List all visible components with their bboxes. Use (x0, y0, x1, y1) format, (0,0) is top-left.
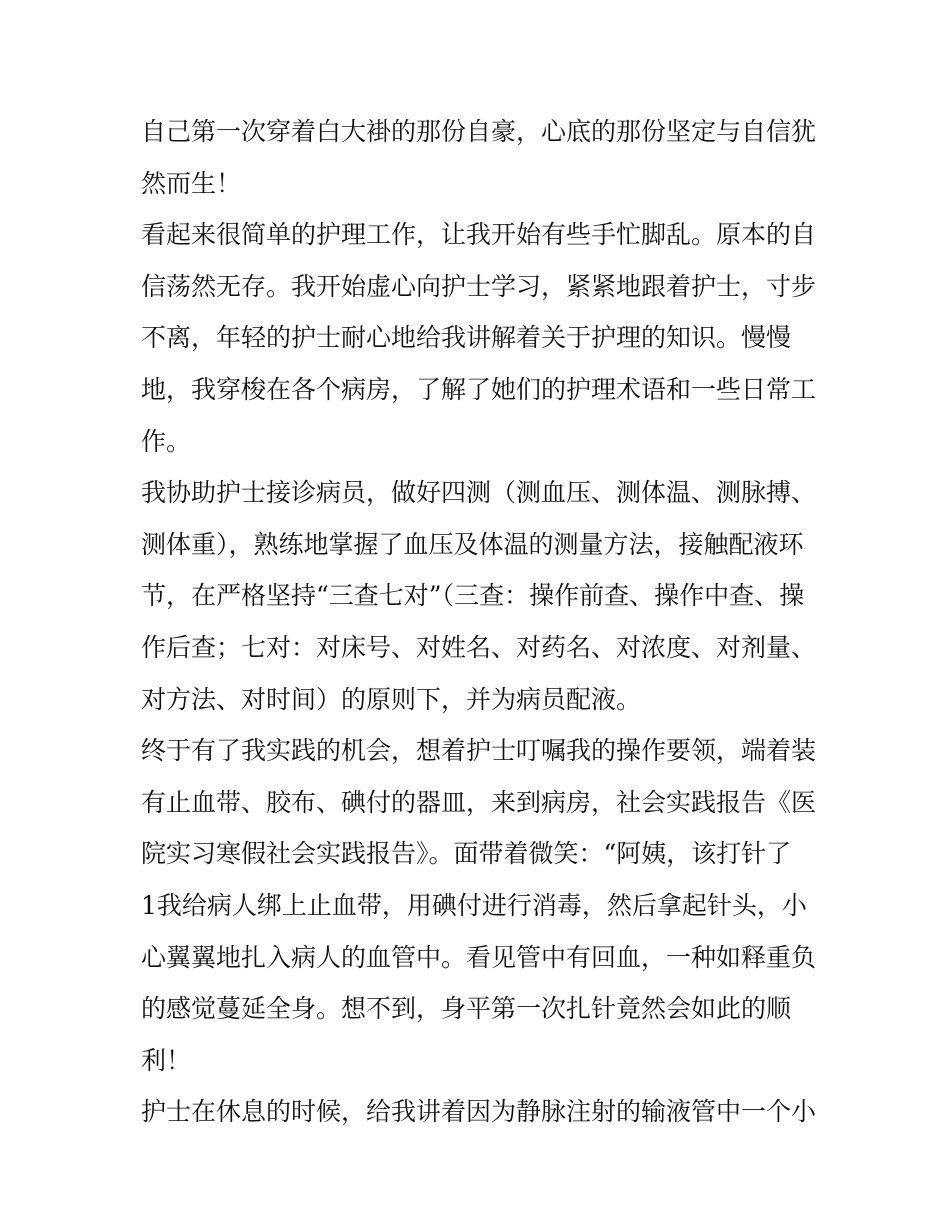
text-line-10: 节，在严格坚持“三查七对”（三查：操作前查、操作中查、操 (141, 581, 805, 611)
text-line-20: 护士在休息的时候，给我讲着因为静脉注射的输液管中一个小 (141, 1097, 817, 1127)
text-line-9: 测体重），熟练地掌握了血压及体温的测量方法，接触配液环 (141, 529, 804, 559)
text-line-17: 心翼翼地扎入病人的血管中。看见管中有回血，一种如释重负 (141, 942, 817, 972)
text-line-14: 有止血带、胶布、碘付的器皿，来到病房，社会实践报告《医 (141, 787, 817, 817)
text-line-12: 对方法、对时间）的原则下，并为病员配液。 (141, 684, 642, 714)
text-line-2: 然而生！ (141, 168, 242, 198)
text-line-4: 信荡然无存。我开始虚心向护士学习，紧紧地跟着护士，寸步 (141, 271, 817, 301)
text-line-8: 我协助护士接诊病员，做好四测（测血压、测体温、测脉搏、 (141, 478, 817, 508)
text-line-15: 院实习寒假社会实践报告》。面带着微笑：“阿姨，该打针了 (141, 839, 792, 869)
text-line-13: 终于有了我实践的机会，想着护士叮嘱我的操作要领，端着装 (141, 736, 817, 766)
text-line-19: 利！ (141, 1045, 192, 1075)
text-line-6: 地，我穿梭在各个病房，了解了她们的护理术语和一些日常工 (141, 374, 817, 404)
text-line-18: 的感觉蔓延全身。想不到，身平第一次扎针竟然会如此的顺 (141, 994, 792, 1024)
text-line-7: 作。 (141, 426, 192, 456)
text-line-5: 不离，年轻的护士耐心地给我讲解着关于护理的知识。慢慢 (141, 323, 792, 353)
text-line-1: 自己第一次穿着白大褂的那份自豪，心底的那份坚定与自信犹 (141, 117, 817, 146)
text-line-16: 1我给病人绑上止血带，用碘付进行消毒，然后拿起针头，小 (141, 890, 807, 920)
body-text (141, 106, 821, 1138)
text-line-3: 看起来很简单的护理工作，让我开始有些手忙脚乱。原本的自 (141, 220, 817, 250)
text-line-11: 作后查；七对：对床号、对姓名、对药名、对浓度、对剂量、 (141, 632, 817, 662)
